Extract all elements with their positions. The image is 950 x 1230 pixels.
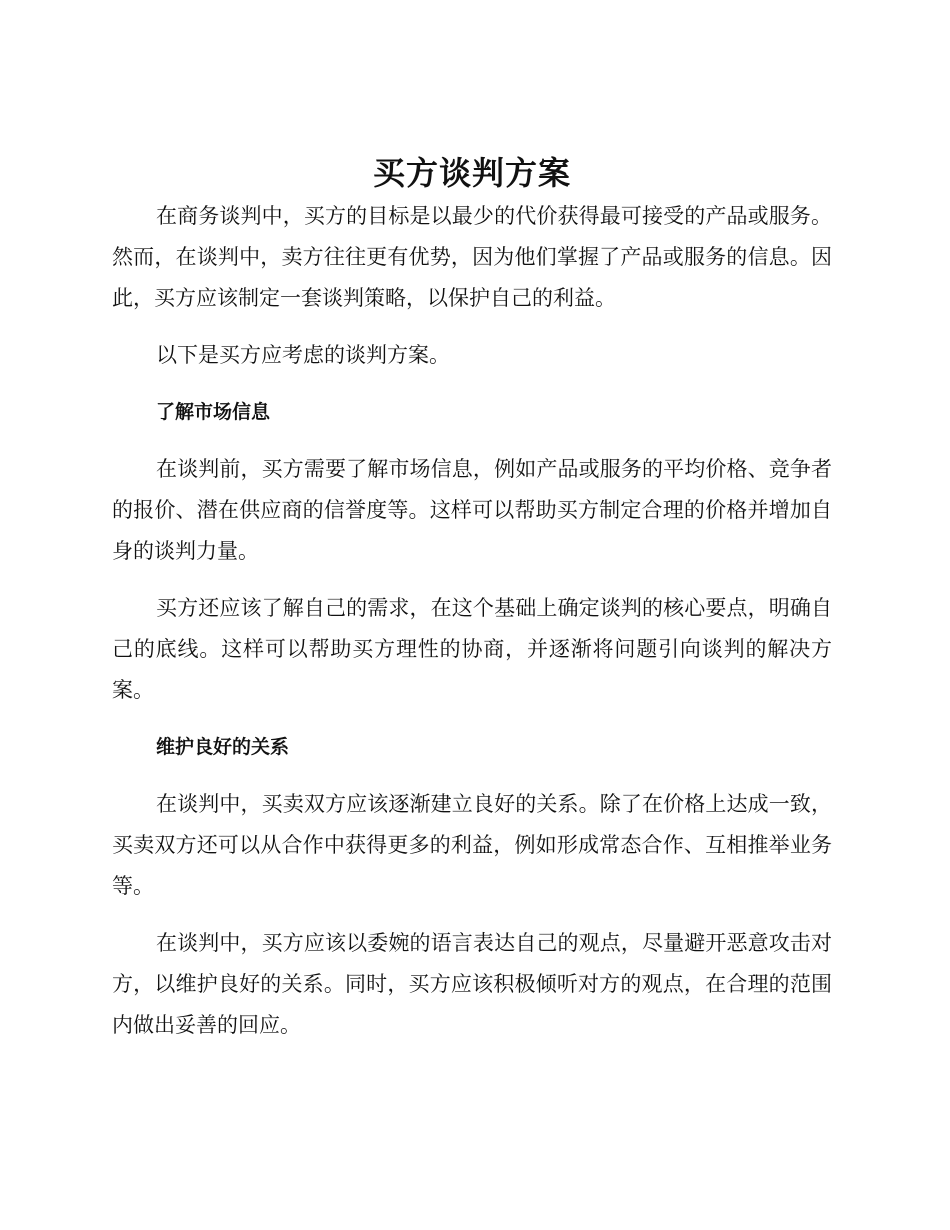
document-title: 买方谈判方案 [372,154,571,192]
section-heading: 维护良好的关系 [156,736,290,758]
section-paragraph: 买方还应该了解自己的需求，在这个基础上确定谈判的核心要点，明确自己的底线。这样可以帮助买方理性的协商，并逐渐将问题引向谈判的解决方案。 [112,596,832,702]
section-market-info [112,392,832,711]
section-heading: 了解市场信息 [156,401,271,423]
section-good-relationship [112,727,832,1046]
section-paragraph: 在谈判中，买卖双方应该逐渐建立良好的关系。除了在价格上达成一致，买卖双方还可以从合作中获得更多的利益，例如形成常态合作、互相推举业务等。 [112,792,832,898]
document-page [112,150,832,1046]
intro-paragraph: 在商务谈判中，买方的目标是以最少的代价获得最可接受的产品或服务。然而，在谈判中，卖方往往更有优势，因为他们掌握了产品或服务的信息。因此，买方应该制定一套谈判策略，以保护自己的利益。 [112,204,832,310]
section-paragraph: 在谈判前，买方需要了解市场信息，例如产品或服务的平均价格、竞争者的报价、潜在供应商的信誉度等。这样可以帮助买方制定合理的价格并增加自身的谈判力量。 [112,457,832,563]
intro-paragraph: 以下是买方应考虑的谈判方案。 [156,343,450,367]
section-paragraph: 在谈判中，买方应该以委婉的语言表达自己的观点，尽量避开恶意攻击对方，以维护良好的关系。同时，买方应该积极倾听对方的观点，在合理的范围内做出妥善的回应。 [112,931,832,1037]
